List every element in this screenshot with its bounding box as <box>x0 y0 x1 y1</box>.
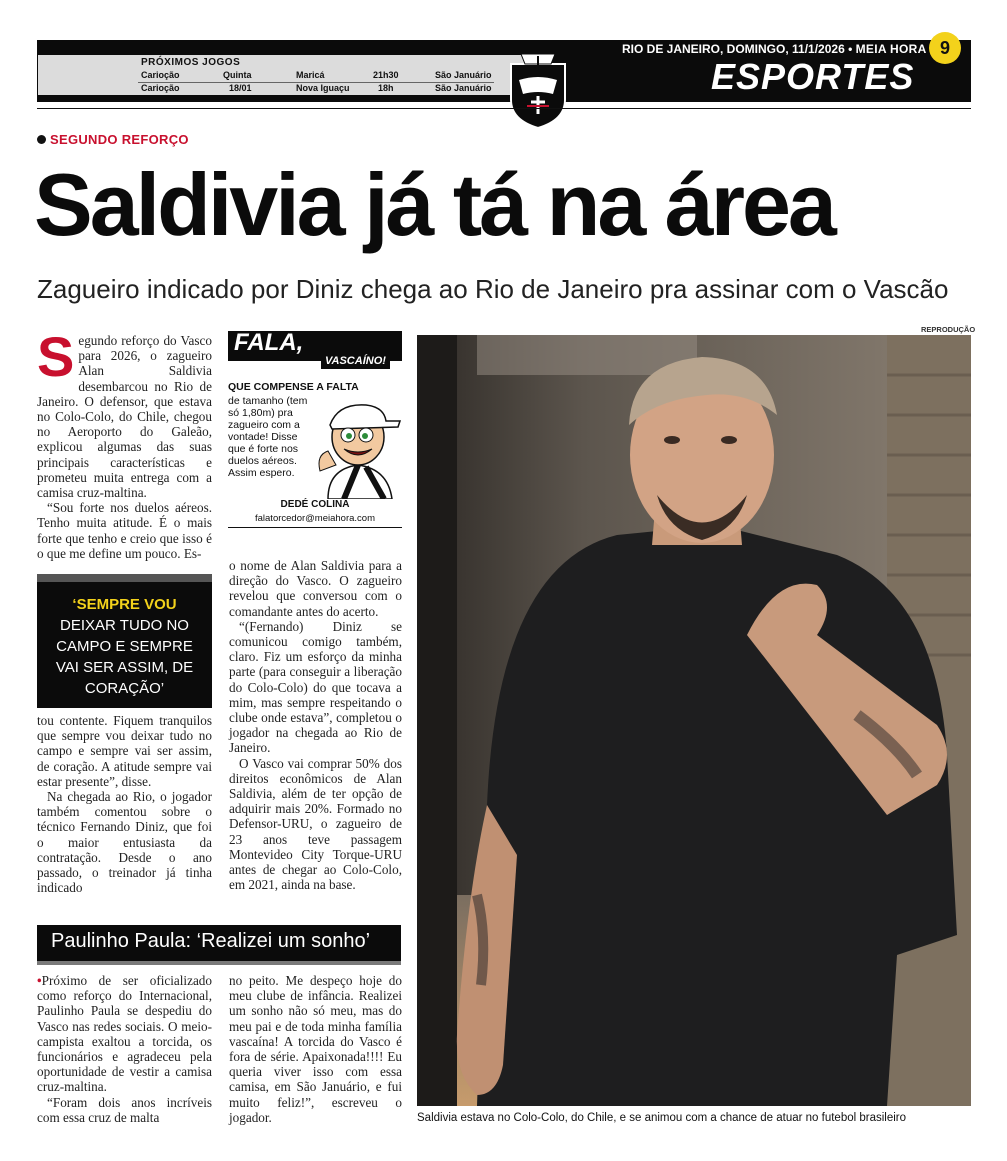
article-paragraph: o nome de Alan Saldivia para a direção do Vasco. O zagueiro revelou que conversou com o comandante antes do acerto. <box>229 558 402 619</box>
game-2-venue: São Januário <box>435 83 492 93</box>
article-paragraph: tou contente. Fiquem tranquilos que sempre vou deixar tudo no campo e sempre vai ser assim, de coração. A atitude sempre vai estar presente”, disse. <box>37 713 212 789</box>
game-2-opponent: Nova Iguaçu <box>296 83 350 93</box>
next-games-title: PRÓXIMOS JOGOS <box>141 57 241 68</box>
paulinho-paragraph-text: Próximo de ser oficializado como reforço do Internacional, Paulinho Paula se despediu do Vasco nas redes sociais. O meio-campista exaltou a torcida, os funcionários e agradeceu pela oportunidade de vestir a camisa cruz-maltina. <box>37 973 212 1095</box>
kicker-bullet-icon <box>37 135 46 144</box>
pull-quote-highlight: ‘SEMPRE VOU <box>72 596 177 613</box>
fala-bottom-rule <box>228 527 402 528</box>
drop-cap: S <box>37 325 75 388</box>
article-paragraph: “(Fernando) Diniz se comunicou comigo também, claro. Fiz um esforço da minha parte (para conseguir a liberação do Colo-Colo) do que tocava a mim, mas sempre respeitando o clube onde estava”, completou o jogador na chegada ao Rio de Janeiro. <box>229 618 402 756</box>
header-rule <box>37 108 971 109</box>
game-2-day: 18/01 <box>229 83 252 93</box>
photo-credit: REPRODUÇÃO <box>921 325 976 334</box>
game-2-comp: Carioção <box>141 83 180 93</box>
photo-caption: Saldivia estava no Colo-Colo, do Chile, e se animou com a chance de atuar no futebol brasileiro <box>417 1112 907 1124</box>
article-column-1-top <box>37 325 212 561</box>
section-title: ESPORTES <box>711 56 915 97</box>
article-column-1-bottom <box>37 713 212 895</box>
fala-subtitle: VASCAÍNO! <box>321 353 390 369</box>
fala-title: FALA, <box>234 329 304 356</box>
brand-name: MEIA HORA <box>855 42 927 56</box>
kicker-text: SEGUNDO REFORÇO <box>50 132 189 147</box>
fala-body: de tamanho (tem só 1,80m) pra zagueiro com a vontade! Disse que é forte nos duelos aéreos. Assim espero. <box>228 395 308 479</box>
paulinho-title: Paulinho Paula: ‘Realizei um sonho’ <box>51 930 371 952</box>
player-photo <box>417 335 971 1106</box>
fala-signature: DEDÉ COLINA <box>280 499 350 510</box>
dateline-text: RIO DE JANEIRO, DOMINGO, 11/1/2026 • <box>622 42 853 56</box>
headline: Saldivia já tá na área <box>34 155 834 254</box>
game-1-day: Quinta <box>223 70 252 80</box>
mascot-fan-icon <box>314 399 402 499</box>
vasco-crest-icon <box>507 50 569 130</box>
game-1-comp: Carioção <box>141 70 180 80</box>
subheadline: Zagueiro indicado por Diniz chega ao Rio de Janeiro pra assinar com o Vascão <box>37 274 949 304</box>
player-photo-image <box>417 335 971 1106</box>
paulinho-paragraph: no peito. Me despeço hoje do meu clube de infância. Realizei um sonho não só meu, mas do meu pai e de toda minha família vascaína! A torcida do Vasco é fora de série. Apaixonada!!!! Eu queria viver isso com essa camisa, em São Januário, e fui muito feliz!”, escreveu o jogador. <box>229 973 402 1125</box>
fala-vascaino-box <box>228 331 402 527</box>
article-paragraph: Na chegada ao Rio, o jogador também comentou sobre o técnico Fernando Diniz, que foi o maior entusiasta da contratação. Desde o ano passado, o treinador já tinha indicado <box>37 789 212 896</box>
dateline <box>622 42 927 56</box>
paulinho-paragraph <box>37 973 212 1095</box>
pull-quote <box>37 574 212 708</box>
paulinho-column-1 <box>37 973 212 1125</box>
game-1-venue: São Januário <box>435 70 492 80</box>
game-2-time: 18h <box>378 83 394 93</box>
header-band <box>37 40 971 102</box>
paulinho-paragraph: “Foram dois anos incríveis com essa cruz de malta <box>37 1094 212 1125</box>
kicker <box>37 132 189 147</box>
article-paragraph: “Sou forte nos duelos aéreos. Tenho muita atitude. É o mais forte que tenho e creio que isso é o que me define um pouco. Es- <box>37 500 212 561</box>
article-paragraph: O Vasco vai comprar 50% dos direitos econômicos de Alan Saldivia, além de ter opção de adquirir mais 20%. Formado no Defensor-URU, o zagueiro de 23 anos teve passagem Montevideo City Torque-URU antes de chegar ao Colo-Colo, em 2021, ainda na base. <box>229 755 402 893</box>
pull-quote-text: DEIXAR TUDO NO CAMPO E SEMPRE VAI SER ASSIM, DE CORAÇÃO’ <box>55 617 194 697</box>
game-1-time: 21h30 <box>373 70 399 80</box>
page-number-badge: 9 <box>929 32 961 64</box>
paulinho-column-2 <box>229 973 402 1125</box>
paulinho-title-bar <box>37 925 401 965</box>
fala-headline: QUE COMPENSE A FALTA <box>228 381 359 393</box>
fala-email: falatorcedor@meiahora.com <box>254 513 375 524</box>
next-games-box <box>38 55 526 95</box>
paulinho-bullet-icon: • <box>37 973 42 988</box>
game-1-opponent: Maricá <box>296 70 325 80</box>
article-paragraph: egundo reforço do Vasco para 2026, o zagueiro Alan Saldivia desembarcou no Rio de Janeiro. O defensor, que estava no Colo-Colo, do Chile, chegou no Aeroporto do Galeão, explicou algumas das suas principais características e prometeu muita entrega com a camisa cruz-maltina. <box>37 333 212 501</box>
article-column-2 <box>229 558 402 892</box>
